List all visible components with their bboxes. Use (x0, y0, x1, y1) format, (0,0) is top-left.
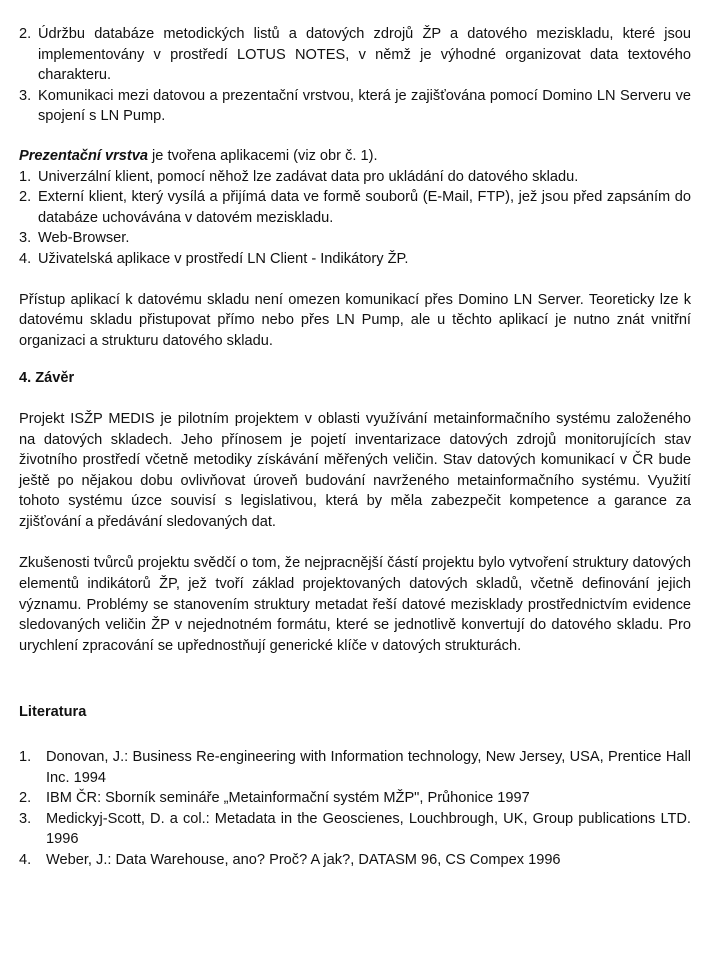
literature-heading: Literatura (19, 704, 87, 721)
presentation-intro-text: je tvořena aplikacemi (viz obr č. 1). (147, 147, 378, 164)
reference-text: Weber, J.: Data Warehouse, ano? Proč? A jak?, DATASM 96, CS Compex 1996 (46, 852, 561, 868)
reference-item (19, 809, 691, 850)
list-text: Externí klient, který vysílá a přijímá data ve formě souborů (E-Mail, FTP), jež jsou před zapsáním do databáze uchovávána v datovém meziskladu. (38, 189, 691, 226)
section-heading: 4. Závěr (19, 370, 75, 387)
list-text: Údržbu databáze metodických listů a datových zdrojů ŽP a datového meziskladu, které jsou implementovány v prostředí LOTUS NOTES, v němž je výhodné organizovat data textového charakteru. (38, 26, 691, 84)
presentation-list (19, 167, 691, 270)
reference-item (19, 850, 691, 871)
presentation-intro (19, 146, 691, 167)
reference-number: 1. (19, 749, 32, 766)
presentation-lead: Prezentační vrstva (19, 147, 148, 164)
list-text: Univerzální klient, pomocí něhož lze zadávat data pro ukládání do datového skladu. (38, 168, 579, 185)
list-text: Web-Browser. (38, 230, 130, 247)
list-number: 4. (19, 250, 32, 267)
conclusion-paragraph-2: Zkušenosti tvůrců projektu svědčí o tom, že nejpracnější částí projektu bylo vytvoření struktury datových elementů indikátorů ŽP, jež tvoří základ projektovaných datových skladů, včetně definování jejich významu. Problémy se stanovením struktury metadat řeší datové mezisklady prostřednictvím evidence sledovaných veličin ŽP v nejednotném formátu, které se jednotlivě konvertují do datového skladu. Pro urychlení zpracování se upřednostňují generické klíče v datových strukturách. (19, 555, 691, 654)
list-item (19, 86, 691, 127)
list-number: 1. (19, 168, 32, 185)
conclusion-paragraph-1: Projekt ISŽP MEDIS je pilotním projektem v oblasti využívání metainformačního systému založeného na datových skladech. Jeho přínosem je pojetí inventarizace datových zdrojů monitorujících stav životního prostředí včetně metodiky získávání měřených veličin. Stav datových komunikací v ČR bude ještě po nějakou dobu ovlivňovat úroveň budování navrženého metainformačního systému. Využití tohoto systému úzce souvisí s legislativou, která by měla zabezpečit kompetence a garance za zjišťování a předávání sledovaných dat. (19, 410, 691, 530)
list-number: 3. (19, 230, 32, 247)
list-item (19, 249, 691, 270)
access-paragraph: Přístup aplikací k datovému skladu není omezen komunikací přes Domino LN Server. Teoreticky lze k datovému skladu přistupovat přímo nebo přes LN Pump, ale u těchto aplikací je nutno znát vnitřní organizaci a strukturu datového skladu. (19, 291, 691, 349)
reference-text: Medickyj-Scott, D. a col.: Metadata in the Geoscienes, Louchbrough, UK, Group publications LTD. 1996 (46, 810, 691, 848)
list-item (19, 24, 691, 86)
list-item (19, 228, 691, 249)
list-item (19, 167, 691, 188)
list-text: Uživatelská aplikace v prostředí LN Client - Indikátory ŽP. (38, 250, 409, 267)
literature-list (19, 747, 691, 871)
data-layer-list (19, 24, 691, 127)
list-number: 2. (19, 189, 32, 206)
reference-item (19, 788, 691, 809)
reference-item (19, 747, 691, 788)
document-page (19, 24, 691, 871)
list-text: Komunikaci mezi datovou a prezentační vrstvou, která je zajišťována pomocí Domino LN Serveru ve spojení s LN Pump. (38, 87, 691, 125)
reference-text: IBM ČR: Sborník semináře „Metainformační systém MŽP", Průhonice 1997 (46, 790, 530, 807)
list-number: 2. (19, 26, 32, 42)
reference-number: 4. (19, 852, 32, 868)
list-item (19, 187, 691, 228)
list-number: 3. (19, 87, 32, 104)
reference-text: Donovan, J.: Business Re-engineering with Information technology, New Jersey, USA, Prentice Hall Inc. 1994 (46, 749, 691, 786)
reference-number: 3. (19, 810, 32, 827)
reference-number: 2. (19, 790, 32, 807)
